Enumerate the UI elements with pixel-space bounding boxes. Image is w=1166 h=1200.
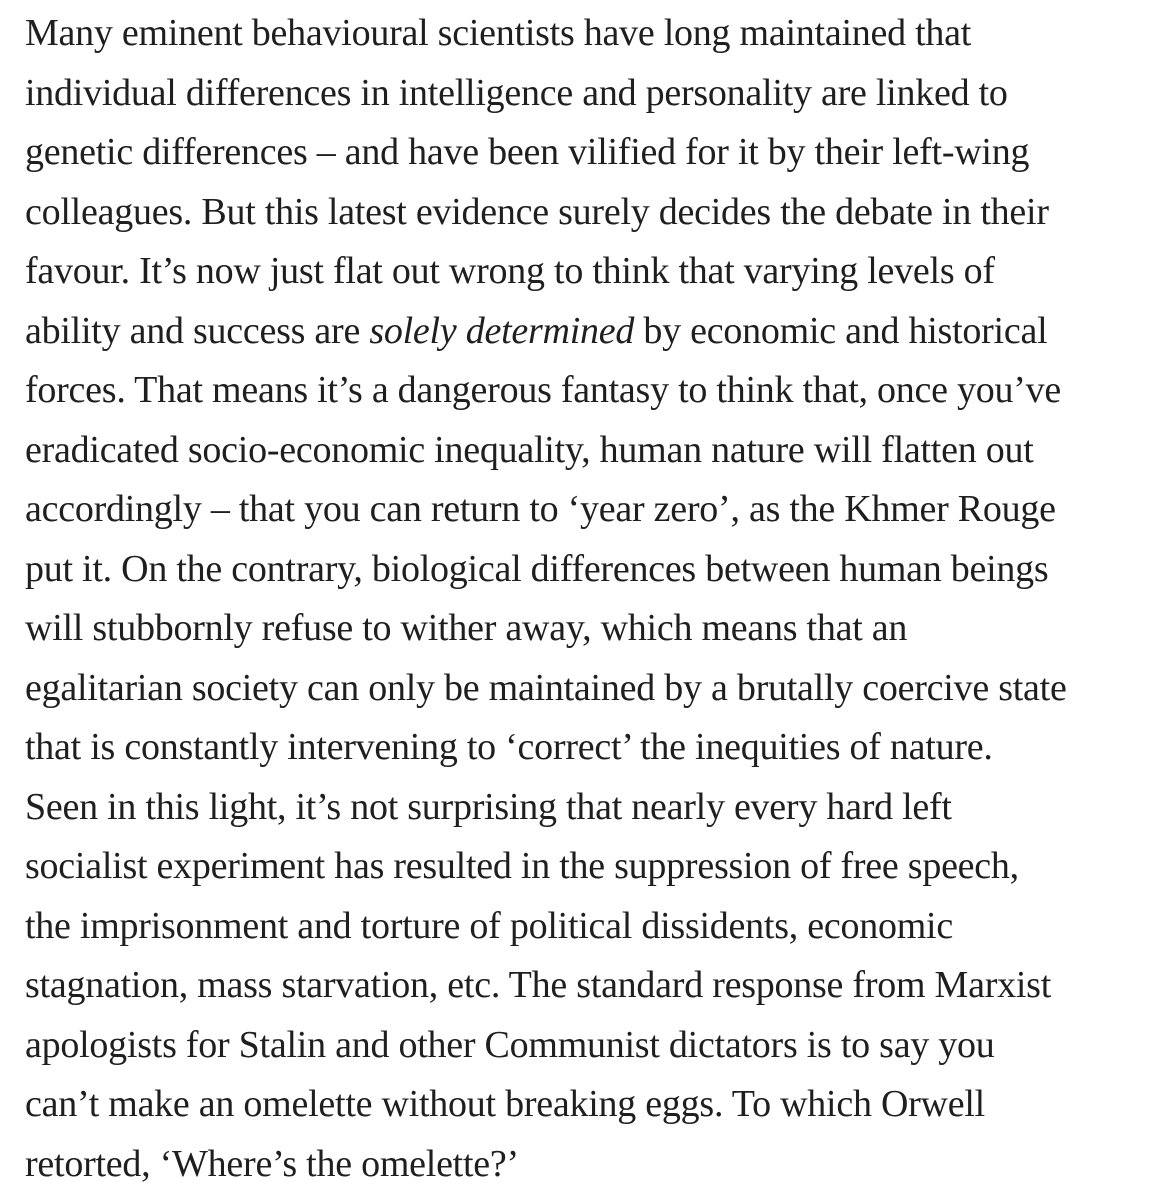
paragraph-line: Many eminent behavioural scientists have long maintained that xyxy=(25,12,972,54)
paragraph-line: that is constantly intervening to ‘correct’ the inequities of nature. xyxy=(25,726,993,768)
paragraph-line: Seen in this light, it’s not surprising that nearly every hard left xyxy=(25,785,952,828)
paragraph-line: put it. On the contrary, biological differences between human beings xyxy=(25,547,1049,590)
line-text-after-emphasis: by economic and historical xyxy=(634,309,1048,352)
paragraph-line: individual differences in intelligence and personality are linked to xyxy=(25,71,1008,114)
paragraph-line: forces. That means it’s a dangerous fantasy to think that, once you’ve xyxy=(25,369,1061,411)
paragraph-line: accordingly – that you can return to ‘year zero’, as the Khmer Rouge xyxy=(25,488,1056,530)
paragraph-line: colleagues. But this latest evidence surely decides the debate in their xyxy=(25,190,1049,233)
paragraph-line: apologists for Stalin and other Communist dictators is to say you xyxy=(25,1023,995,1066)
paragraph-line: eradicated socio-economic inequality, human nature will flatten out xyxy=(25,428,1034,471)
line-text-before-emphasis: ability and success are xyxy=(25,309,370,352)
paragraph-line: stagnation, mass starvation, etc. The standard response from Marxist xyxy=(25,964,1051,1006)
emphasized-text: solely determined xyxy=(369,309,635,352)
paragraph-line: genetic differences – and have been vilified for it by their left-wing xyxy=(25,131,1030,173)
paragraph-line: will stubbornly refuse to wither away, which means that an xyxy=(25,607,908,649)
article-paragraph xyxy=(25,0,1163,1194)
paragraph-line: egalitarian society can only be maintained by a brutally coercive state xyxy=(25,666,1067,709)
paragraph-line: can’t make an omelette without breaking eggs. To which Orwell xyxy=(25,1083,985,1125)
paragraph-line-with-emphasis xyxy=(25,302,1163,362)
paragraph-line: retorted, ‘Where’s the omelette?’ xyxy=(25,1142,519,1185)
paragraph-line: socialist experiment has resulted in the suppression of free speech, xyxy=(25,845,1019,887)
paragraph-line: the imprisonment and torture of political dissidents, economic xyxy=(25,904,953,947)
paragraph-line: favour. It’s now just flat out wrong to think that varying levels of xyxy=(25,250,995,292)
